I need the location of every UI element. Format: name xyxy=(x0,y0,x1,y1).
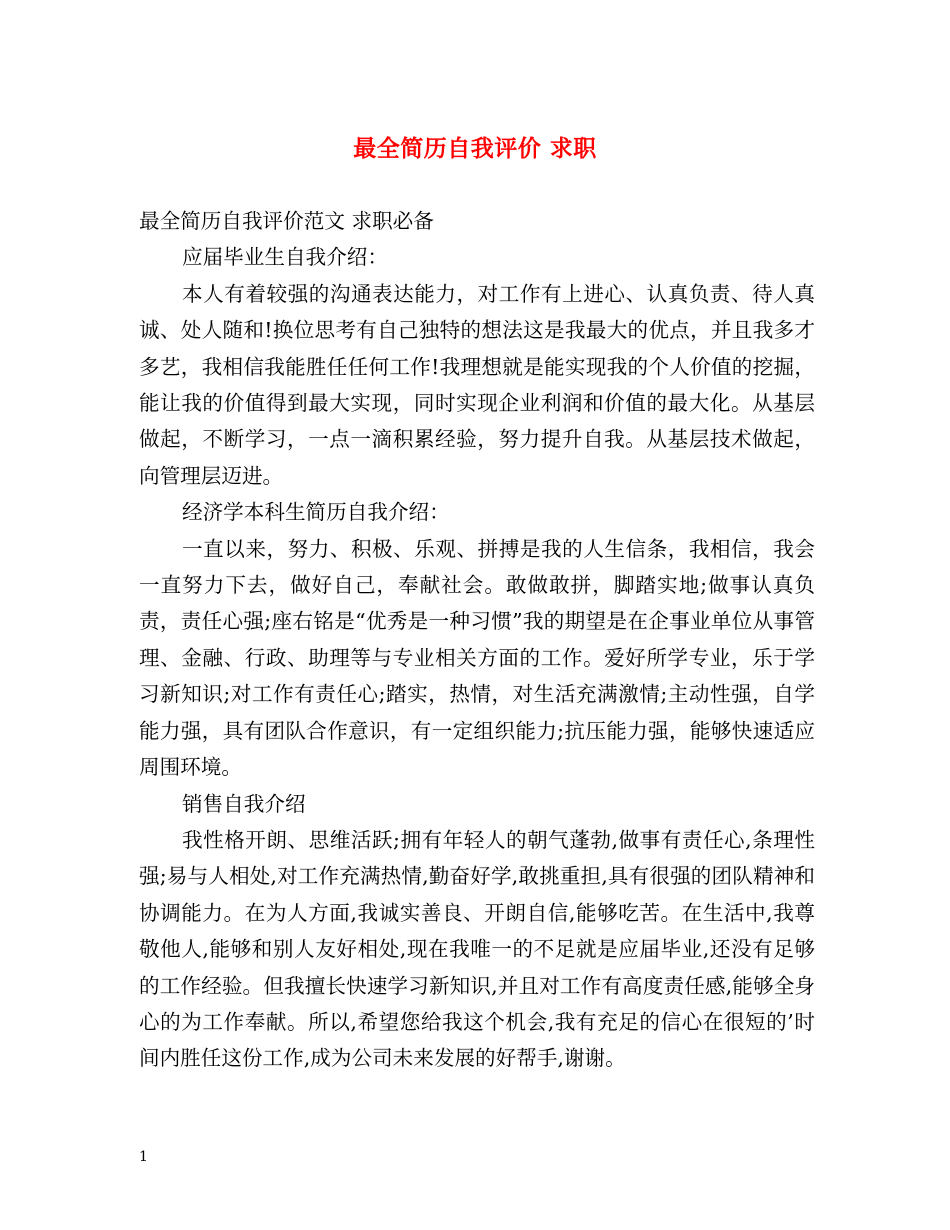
page-number: 1 xyxy=(139,1149,148,1165)
document-subtitle: 最全简历自我评价范文 求职必备 xyxy=(139,209,434,233)
section-body-economics: 一直以来，努力、积极、乐观、拼搏是我的人生信条，我相信，我会一直努力下去，做好自己，奉献社会。敢做敢拼，脚踏实地;做事认真负责，责任心强;座右铭是“优秀是一种习惯”我的期望是在企事业单位从事管理、金融、行政、助理等与专业相关方面的工作。爱好所学专业，乐于学习新知识;对工作有责任心;踏实，热情，对生活充满激情;主动性强，自学能力强，具有团队合作意识，有一定组织能力;抗压能力强，能够快速适应周围环境。 xyxy=(139,536,815,780)
section-heading-graduate: 应届毕业生自我介绍： xyxy=(182,245,388,270)
document-title: 最全简历自我评价 求职 xyxy=(353,135,597,162)
section-body-graduate: 本人有着较强的沟通表达能力，对工作有上进心、认真负责、待人真诚、处人随和!换位思考有自己独特的想法这是我最大的优点，并且我多才多艺，我相信我能胜任任何工作!我理想就是能实现我的个人价值的挖掘，能让我的价值得到最大实现，同时实现企业利润和价值的最大化。从基层做起，不断学习，一点一滴积累经验，努力提升自我。从基层技术做起，向管理层迈进。 xyxy=(139,281,815,488)
document-body xyxy=(139,203,815,1077)
section-heading-economics: 经济学本科生简历自我介绍： xyxy=(182,500,450,525)
section-body-sales: 我性格开朗、思维活跃;拥有年轻人的朝气蓬勃,做事有责任心,条理性强;易与人相处,对工作充满热情,勤奋好学,敢挑重担,具有很强的团队精神和协调能力。在为人方面,我诚实善良、开朗自信,能够吃苦。在生活中,我尊敬他人,能够和别人友好相处,现在我唯一的不足就是应届毕业,还没有足够的工作经验。但我擅长快速学习新知识,并且对工作有高度责任感,能够全身心的为工作奉献。所以,希望您给我这个机会,我有充足的信心在很短的’时间内胜任这份工作,成为公司未来发展的好帮手,谢谢。 xyxy=(139,827,815,1071)
section-heading-sales: 销售自我介绍 xyxy=(182,791,306,816)
